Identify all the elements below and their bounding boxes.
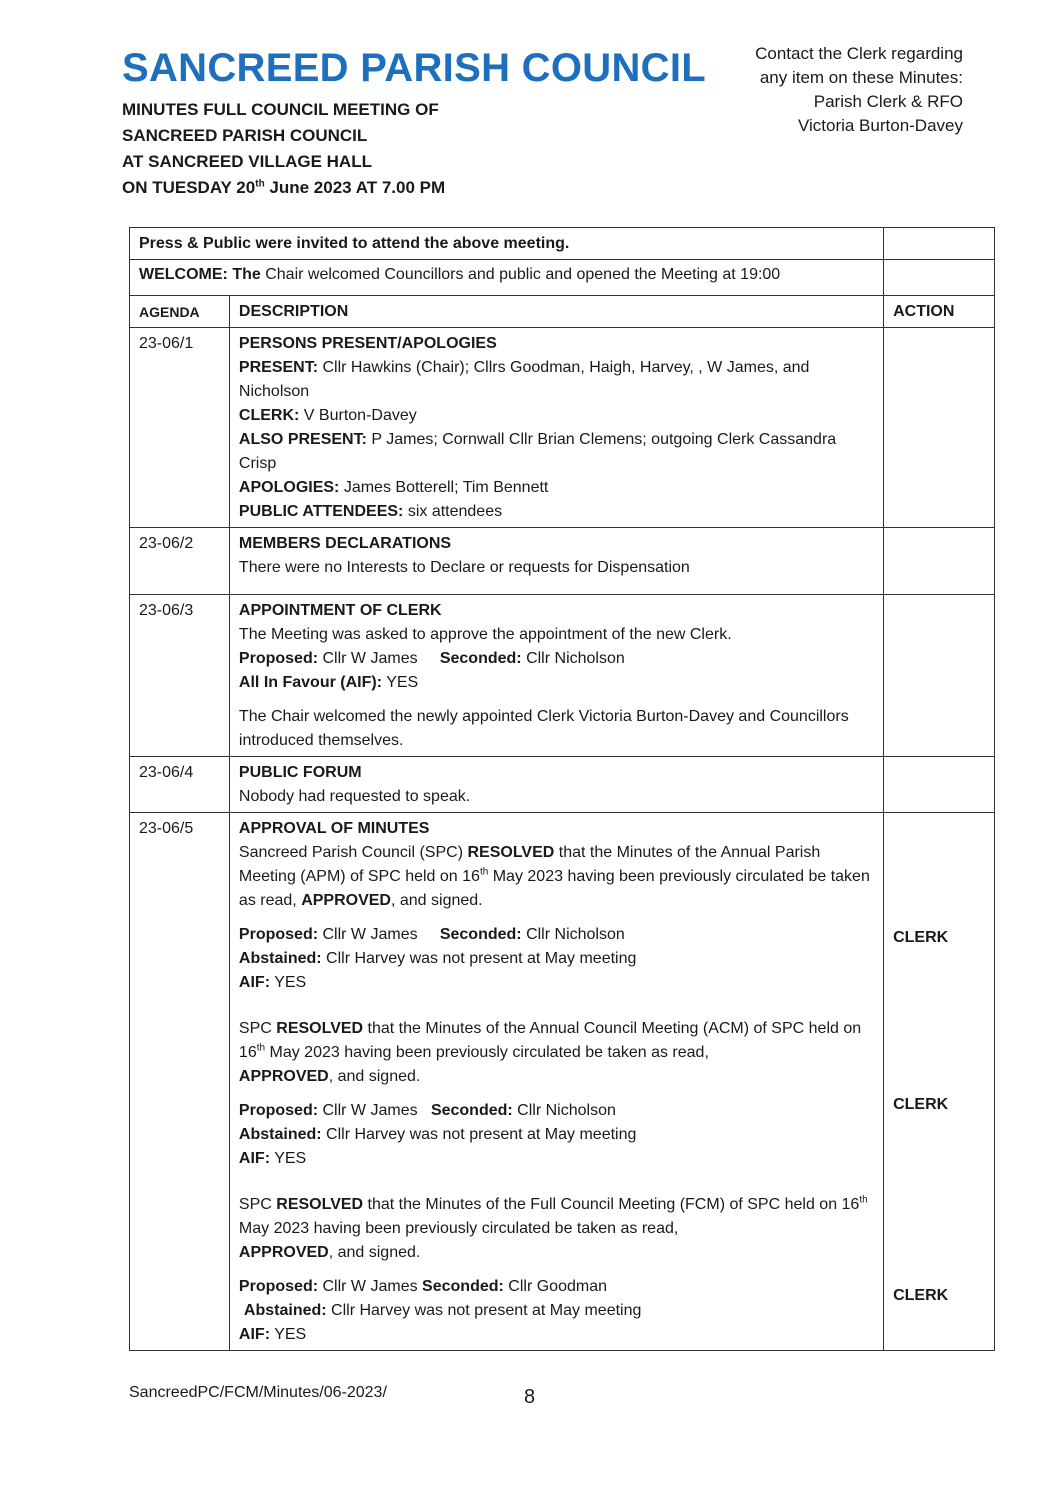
item-description [229, 595, 883, 757]
clerk-contact-block [755, 42, 963, 138]
text: V Burton-Davey [299, 407, 417, 424]
label: All In Favour (AIF): [238, 674, 383, 691]
acm-resolution [239, 1017, 874, 1089]
superscript: th [256, 1042, 266, 1054]
abstained-line [239, 1299, 874, 1323]
label: Proposed: [238, 1102, 319, 1119]
contact-line: Parish Clerk & RFO [813, 92, 963, 111]
label: Abstained: [238, 950, 322, 967]
date-prefix: ON TUESDAY 20 [122, 178, 256, 197]
action-clerk: CLERK [893, 929, 949, 946]
text: Cllr W James [318, 926, 440, 943]
table-row [130, 328, 995, 528]
welcome-text: Chair welcomed Councillors and public and opened the Meeting at 19:00 [260, 266, 781, 283]
vote-block [239, 1275, 874, 1347]
approved-label: APPROVED [301, 892, 391, 909]
item-description [229, 757, 883, 813]
approved-label: APPROVED [238, 1068, 329, 1085]
text: , and signed. [328, 1244, 421, 1261]
table-row [130, 813, 995, 1351]
text: , and signed. [390, 892, 483, 909]
text: Cllr W James [318, 650, 440, 667]
item-heading: PUBLIC FORUM [238, 764, 362, 781]
aif-line [239, 1323, 874, 1347]
text: James Botterell; Tim Bennett [339, 479, 549, 496]
welcome-note [130, 260, 884, 296]
fcm-resolution [239, 1193, 874, 1265]
action-cell [884, 757, 995, 813]
apm-resolution [239, 841, 874, 913]
table-row [130, 228, 995, 260]
label: Seconded: [439, 926, 522, 943]
text: Cllr Nicholson [512, 1102, 616, 1119]
item-text: The Chair welcomed the newly appointed Clerk Victoria Burton-Davey and Councillors introduced themselves. [238, 708, 849, 749]
table-header-row [130, 296, 995, 328]
text: YES [270, 974, 307, 991]
label: Abstained: [238, 1126, 322, 1143]
vote-block [239, 923, 874, 995]
meeting-subtitle [122, 97, 445, 201]
resolved-label: RESOLVED [467, 844, 555, 861]
agenda-number: 23-06/2 [130, 528, 230, 595]
clerk-line [239, 404, 874, 428]
press-public-note: Press & Public were invited to attend the above meeting. [130, 228, 884, 260]
subtitle-line: SANCREED PARISH COUNCIL [122, 126, 368, 145]
approved-label: APPROVED [238, 1244, 329, 1261]
label: Seconded: [439, 650, 522, 667]
text: that the Minutes of the Full Council Meeting (FCM) of SPC held on 16 [363, 1196, 860, 1213]
subtitle-line: AT SANCREED VILLAGE HALL [122, 152, 372, 171]
apologies-line [239, 476, 874, 500]
proposed-line [239, 923, 874, 947]
label: Proposed: [238, 1278, 319, 1295]
item-heading: APPROVAL OF MINUTES [238, 820, 430, 837]
aif-line [239, 971, 874, 995]
label: PRESENT: [238, 359, 319, 376]
label: AIF: [238, 1326, 271, 1343]
resolved-label: RESOLVED [276, 1196, 364, 1213]
text: Cllr Hawkins (Chair); Cllrs Goodman, Haigh, Harvey, , W James, and Nicholson [238, 359, 810, 400]
contact-line: any item on these Minutes: [759, 68, 963, 87]
text: Cllr W James [318, 1278, 423, 1295]
text: SPC [238, 1196, 277, 1213]
table-row [130, 757, 995, 813]
item-description [229, 813, 883, 1351]
text: Cllr Harvey was not present at May meeting [321, 950, 637, 967]
contact-line: Contact the Clerk regarding [755, 44, 963, 63]
text: SPC [238, 1020, 277, 1037]
item-text: The Meeting was asked to approve the appointment of the new Clerk. [238, 626, 732, 643]
vote-block [239, 1099, 874, 1171]
text: YES [382, 674, 419, 691]
table-row [130, 595, 995, 757]
text: May 2023 having been previously circulated be taken as read, [265, 1044, 709, 1061]
action-cell [884, 328, 995, 528]
date-suffix: June 2023 AT 7.00 PM [264, 178, 446, 197]
superscript: th [859, 1194, 868, 1206]
superscript: th [479, 866, 489, 878]
label: Proposed: [238, 926, 319, 943]
proposed-line [239, 1099, 874, 1123]
text: six attendees [403, 503, 503, 520]
present-line [239, 356, 874, 404]
action-clerk: CLERK [893, 1096, 949, 1113]
label: PUBLIC ATTENDEES: [238, 503, 404, 520]
agenda-number: 23-06/5 [130, 813, 230, 1351]
page-number: 8 [524, 1386, 536, 1408]
text: Sancreed Parish Council (SPC) [238, 844, 468, 861]
agenda-column-header: AGENDA [130, 296, 230, 328]
text: Cllr W James [318, 1102, 431, 1119]
text: YES [270, 1326, 307, 1343]
text: Cllr Goodman [503, 1278, 607, 1295]
text: , and signed. [328, 1068, 421, 1085]
document-reference: SancreedPC/FCM/Minutes/06-2023/ [129, 1384, 387, 1401]
table-row [130, 528, 995, 595]
label: Abstained: [243, 1302, 327, 1319]
text: YES [270, 1150, 307, 1167]
item-description [229, 528, 883, 595]
resolved-label: RESOLVED [276, 1020, 364, 1037]
action-cell [884, 595, 995, 757]
label: Seconded: [430, 1102, 513, 1119]
text: May 2023 having been previously circulated be taken as read, [238, 1220, 679, 1237]
text: that the Minutes of the Annual Parish Meeting (APM) of SPC held on 16 [238, 844, 821, 885]
subtitle-line: MINUTES FULL COUNCIL MEETING OF [122, 100, 439, 119]
item-heading: APPOINTMENT OF CLERK [238, 602, 442, 619]
agenda-number: 23-06/1 [130, 328, 230, 528]
action-cell [884, 528, 995, 595]
text: that the Minutes of the Annual Council Meeting (ACM) of SPC held on 16 [238, 1020, 862, 1061]
text: Cllr Nicholson [521, 926, 625, 943]
also-present-line [239, 428, 874, 476]
item-description [229, 328, 883, 528]
public-attendees-line [239, 500, 874, 524]
label: AIF: [238, 974, 271, 991]
council-title: SANCREED PARISH COUNCIL [122, 46, 706, 90]
aif-line [239, 1147, 874, 1171]
text: Cllr Harvey was not present at May meeting [326, 1302, 642, 1319]
welcome-label: WELCOME: The [139, 266, 261, 283]
label: APOLOGIES: [238, 479, 340, 496]
item-text: There were no Interests to Declare or requests for Dispensation [238, 559, 690, 576]
action-clerk: CLERK [893, 1287, 949, 1304]
text: May 2023 having been previously circulated be taken as read, [238, 868, 870, 909]
action-cell [884, 813, 995, 1351]
text: P James; Cornwall Cllr Brian Clemens; outgoing Clerk Cassandra Crisp [238, 431, 837, 472]
table-row [130, 260, 995, 296]
label: Proposed: [238, 650, 319, 667]
item-text: Nobody had requested to speak. [238, 788, 471, 805]
item-heading: PERSONS PRESENT/APOLOGIES [238, 335, 497, 352]
abstained-line [239, 1123, 874, 1147]
aif-line [239, 671, 874, 695]
description-column-header: DESCRIPTION [229, 296, 883, 328]
date-superscript: th [255, 178, 265, 190]
contact-line: Victoria Burton-Davey [797, 116, 963, 135]
agenda-number: 23-06/3 [130, 595, 230, 757]
meeting-date-line [122, 175, 445, 201]
proposed-line [239, 647, 874, 671]
label: AIF: [238, 1150, 271, 1167]
item-heading: MEMBERS DECLARATIONS [238, 535, 452, 552]
action-cell [884, 228, 995, 260]
label: Seconded: [422, 1278, 504, 1295]
text: Cllr Nicholson [521, 650, 625, 667]
label: ALSO PRESENT: [238, 431, 367, 448]
proposed-line [239, 1275, 874, 1299]
text: Cllr Harvey was not present at May meeting [321, 1126, 637, 1143]
action-column-header: ACTION [884, 296, 995, 328]
minutes-table [129, 227, 995, 1351]
agenda-number: 23-06/4 [130, 757, 230, 813]
abstained-line [239, 947, 874, 971]
label: CLERK: [238, 407, 300, 424]
action-cell [884, 260, 995, 296]
